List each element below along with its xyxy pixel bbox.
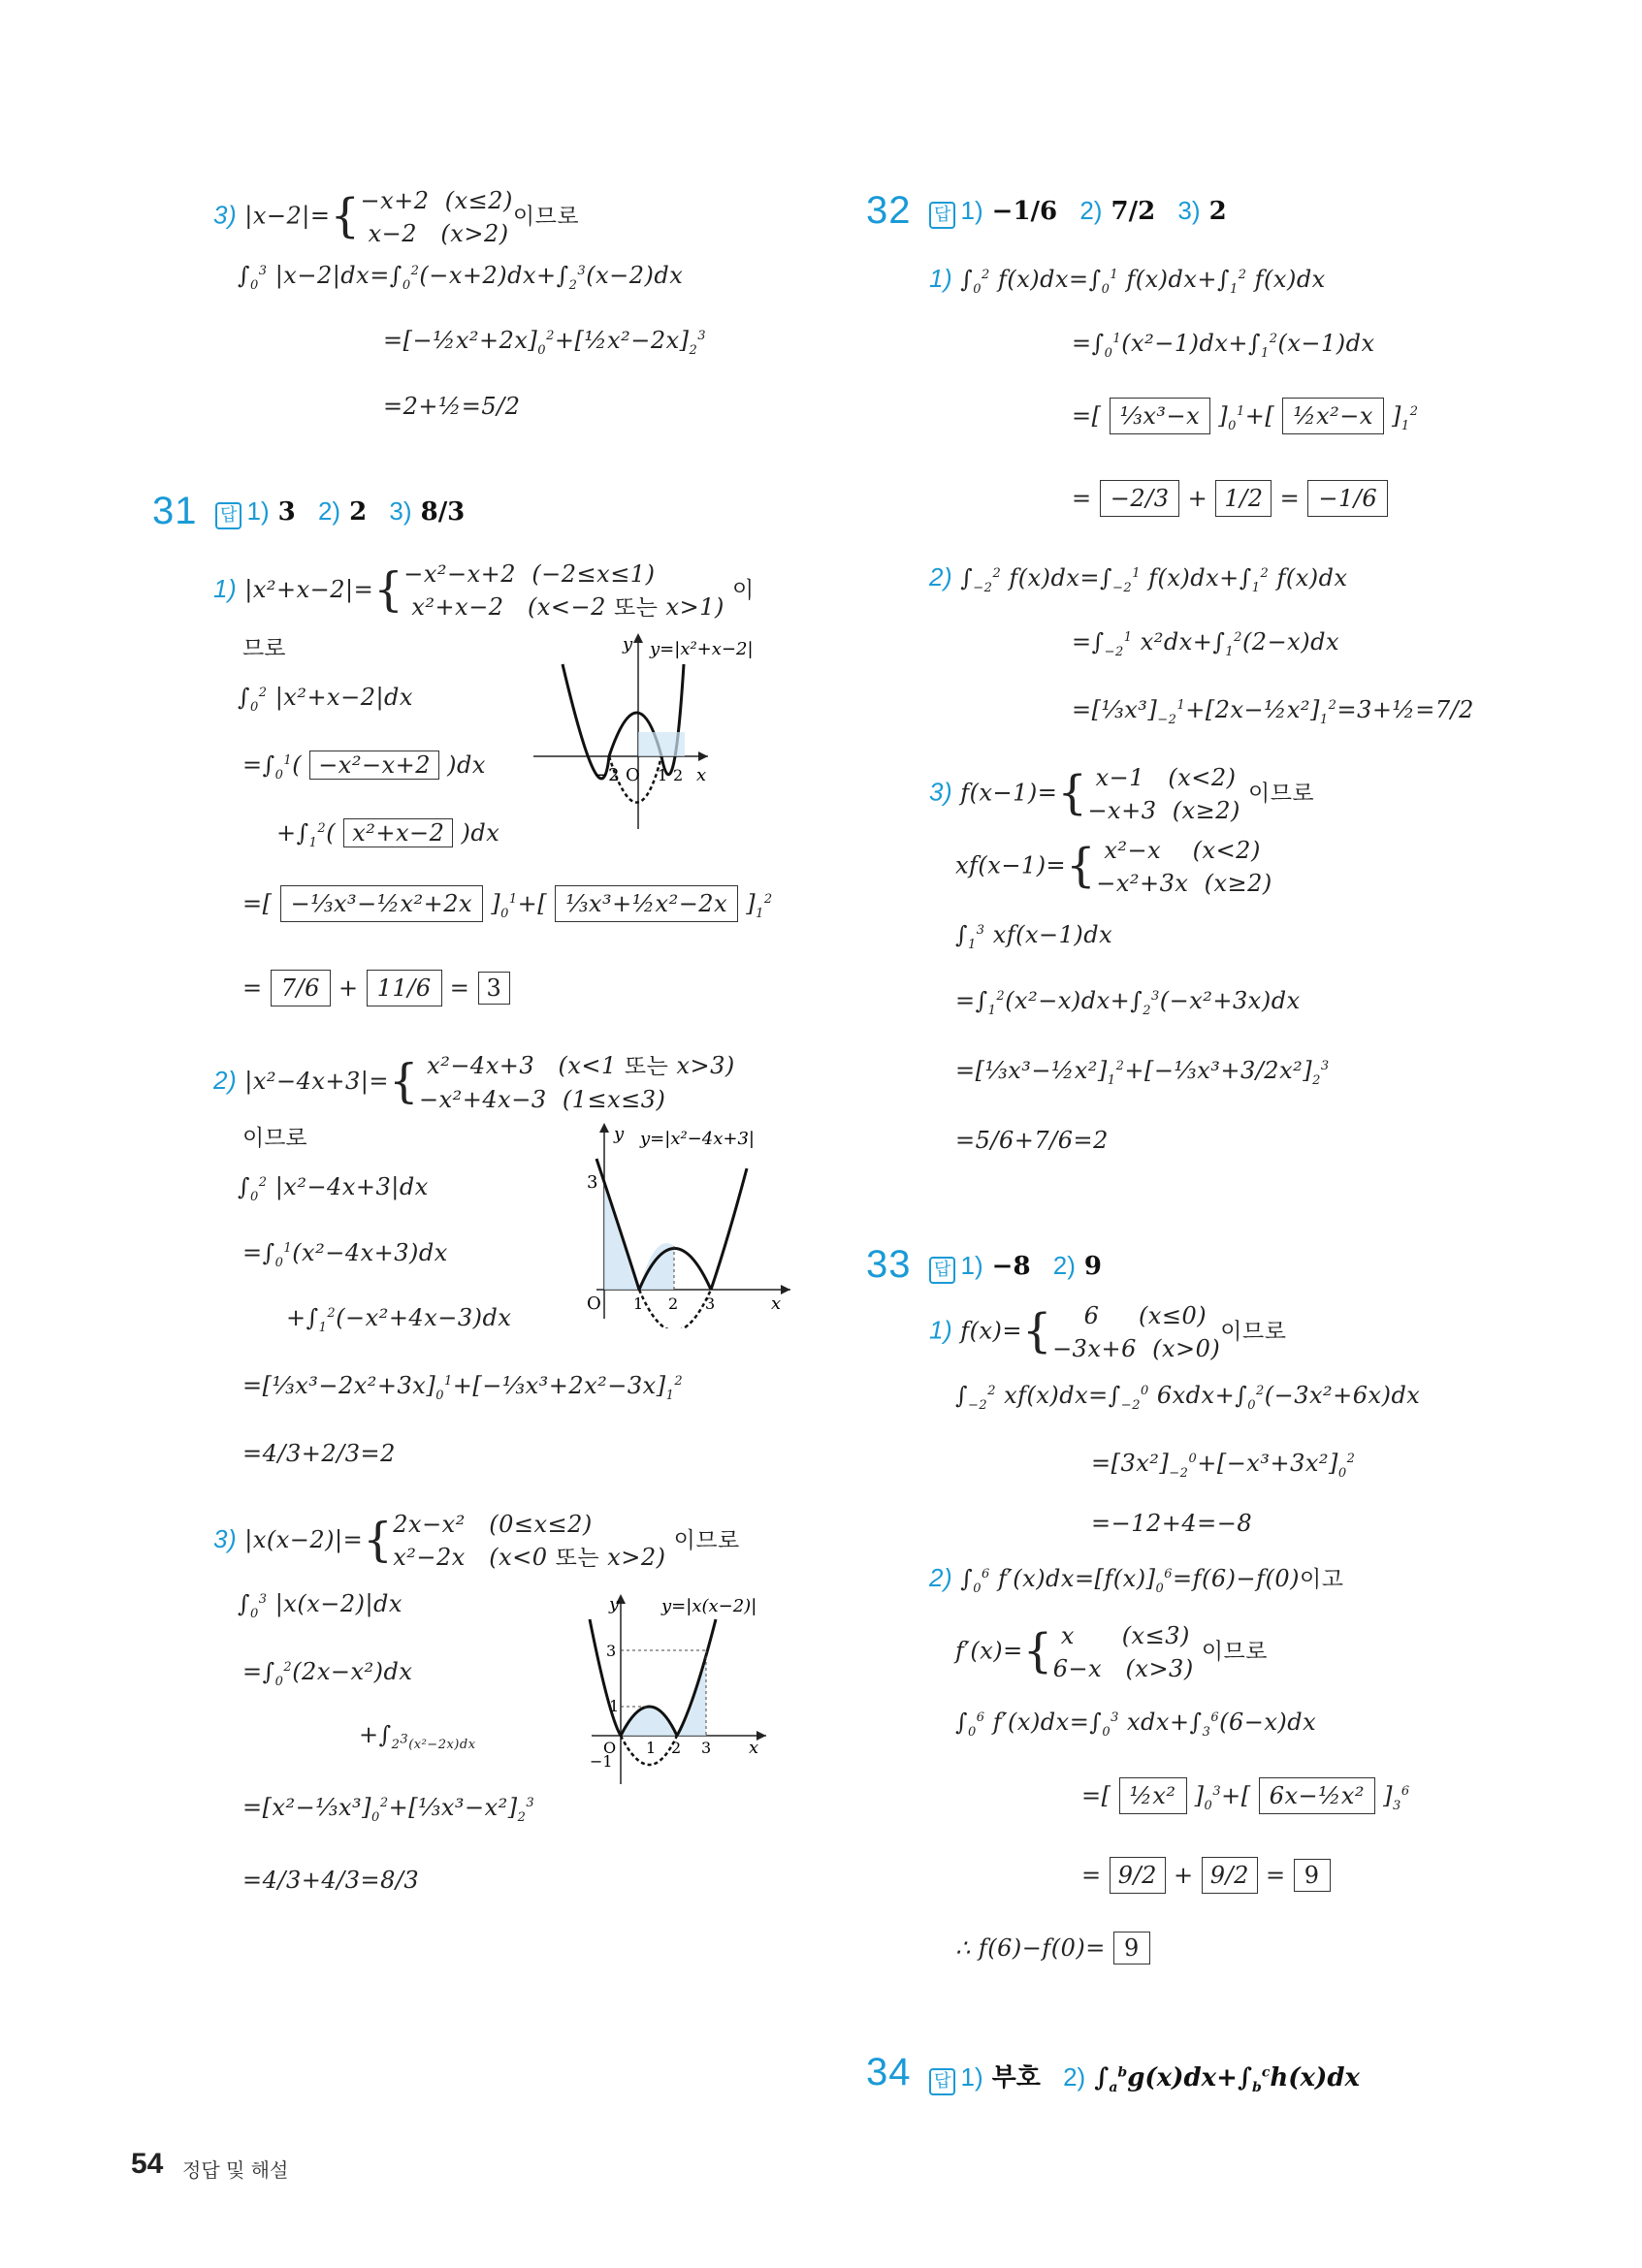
p32-3-line1: 3) f(x−1)={ x−1 (x<2) −x+3 (x≥2) 이므로	[929, 764, 1315, 824]
answer-tag: 답	[929, 2068, 955, 2095]
tick-3: 3	[701, 1739, 712, 1757]
graph-3	[582, 1590, 795, 1794]
problem-34-answer: 답 1) 부호 2) $\int_a^bg(x)dx+\int_b^ch(x)dx$	[929, 2058, 1360, 2095]
tick-origin: O	[603, 1739, 617, 1757]
p30-3-line2: $\int_0^3$ $|x-2|dx=\int_0^2(-x+2)dx+\int_2^3(x-2)dx$	[238, 262, 684, 293]
tick-1-y: 1	[609, 1697, 620, 1715]
tick-1: 1	[646, 1739, 657, 1757]
graph-2	[567, 1115, 829, 1328]
p33-2-line6: ∴ f(6)−f(0)= 9	[955, 1934, 1150, 1962]
answer-tag: 답	[215, 502, 241, 529]
problem-33-answer: 답 1) −8 2) 9	[929, 1251, 1102, 1284]
graph-1-label: y=|x²+x−2|	[650, 639, 754, 659]
p31-2-line6: $=[\frac{1}{3}x^3-2x^2+3x]_0^1+[-\frac{1}{3}x^3+2x^2-3x]_1^2$	[242, 1372, 684, 1403]
p31-3-line1: 3) |x(x−2)|={2x−x² (0≤x≤2) x²−2x (x<0 또는 x>2) 이므로	[213, 1511, 740, 1571]
p33-1-line2: $\int_{-2}^2$ $xf(x)dx=\int_{-2}^0$ $6xdx+\int_0^2(-3x^2+6x)dx$	[955, 1382, 1421, 1413]
p32-1-line4: = −2/3 + 1/2 = −1/6	[1072, 485, 1388, 512]
p31-1-line2: 므로	[242, 636, 286, 661]
p31-2-line7: =4/3+2/3=2	[242, 1440, 396, 1467]
answer-tag: 답	[929, 202, 955, 229]
p33-1-line1: 1) f(x)={ 6 (x≤0) −3x+6 (x>0)이므로	[929, 1302, 1287, 1362]
x-axis-label: x	[696, 765, 707, 785]
answer-tag: 답	[929, 1257, 955, 1284]
p31-3-line3: $=\int_0^2(2x-x^2)dx$	[242, 1658, 413, 1689]
problem-32-number: 32	[866, 189, 912, 232]
tick-1: 1	[658, 766, 668, 784]
p33-2-line1: 2) $\int_0^6$ $f'(x)dx=[f(x)]_0^6=f(6)-f(0)$이고	[929, 1563, 1344, 1596]
p32-3-line4: $=\int_1^2(x^2-x)dx+\int_2^3(-x^2+3x)dx$	[955, 987, 1301, 1018]
tick-3-y: 3	[606, 1642, 617, 1660]
y-axis-label: y	[609, 1594, 620, 1614]
p32-3-line2: xf(x−1)={ x²−x (x<2) −x²+3x (x≥2)	[955, 837, 1272, 897]
p33-1-line4: =−12+4=−8	[1091, 1510, 1253, 1537]
p31-1-line3: $\int_0^2$ |x²+x−2|dx	[238, 684, 413, 715]
p31-3-line4: $+\int_{2^3(x^2-2x)dx}$	[359, 1721, 476, 1752]
p32-2-line1: 2) $\int_{-2}^2$ $f(x)dx=\int_{-2}^1$ $f(x)dx+\int_1^2$ f(x)dx	[929, 562, 1348, 595]
p32-2-line3: $=[\frac{1}{3}x^3]_{-2}^1+[2x-\frac{1}{2}x^2]_1^2=3+\frac{1}{2}=7/2$	[1072, 696, 1474, 727]
p32-3-line6: =5/6+7/6=2	[955, 1127, 1109, 1154]
page-number: 54	[131, 2148, 164, 2180]
y-axis-label: y	[614, 1124, 625, 1144]
problem-34-number: 34	[866, 2051, 912, 2093]
p32-1-line1: 1) $\int_0^2$ $f(x)dx=\int_0^1$ $f(x)dx+\int_1^2$ f(x)dx	[929, 264, 1326, 297]
tick-3-y: 3	[587, 1172, 598, 1193]
tick-minus2: −2	[594, 765, 620, 785]
p31-1-line5: $+\int_1^2$( x²+x−2 )dx	[276, 819, 500, 850]
tick-2: 2	[673, 766, 684, 784]
y-axis-label: y	[623, 634, 633, 655]
p30-3-line4: =2+½=5/2	[383, 393, 521, 420]
p31-2-line1: 2) |x²−4x+3|={ x²−4x+3 (x<1 또는 x>3) −x²+4x−3 (1≤x≤3)	[213, 1052, 735, 1113]
p31-3-line6: =4/3+4/3=8/3	[242, 1867, 420, 1894]
tick-2: 2	[671, 1739, 682, 1757]
p33-1-line3: $=[3x^2]_{-2}^0+[-x^3+3x^2]_0^2$	[1091, 1450, 1356, 1481]
tick-origin: O	[626, 765, 640, 785]
p31-2-line4: $=\int_0^1(x^2-4x+3)dx$	[242, 1239, 448, 1270]
tick-2: 2	[668, 1294, 679, 1313]
p32-1-line2: $=\int_0^1(x^2-1)dx+\int_1^2(x-1)dx$	[1072, 330, 1375, 361]
p31-2-line2: 이므로	[242, 1126, 307, 1151]
x-axis-label: x	[771, 1294, 782, 1314]
p31-3-line2: $\int_0^3$ |x(x−2)|dx	[238, 1590, 402, 1621]
p31-1-line4: $=\int_0^1( -x^2-x+2$ )dx	[242, 751, 486, 783]
p31-1-line7: = 7/6 + 11/6 = 3	[242, 974, 510, 1002]
p31-3-line5: $=[x^2-\frac{1}{3}x^3]_0^2+[\frac{1}{3}x^3-x^2]_2^3$	[242, 1794, 535, 1825]
problem-31-answer: 답 1) 3 2) 2 3) 8/3	[215, 496, 465, 529]
x-axis-label: x	[749, 1738, 759, 1758]
p31-1-line1: 1) |x²+x−2|={−x²−x+2 (−2≤x≤1) x²+x−2 (x<−2 또는 x>1) 이	[213, 560, 755, 621]
p31-1-line6: =[ −⅓x³−½x²+2x ]$_0^1+$[ ⅓x³+½x²−2x ]$_1^2$	[242, 890, 773, 921]
p30-3-line3: $=[-\frac{1}{2}x^2+2x]_0^2+[\frac{1}{2}x^2-2x]_2^3$	[383, 327, 707, 358]
p33-2-line2: f′(x)={ x (x≤3) 6−x (x>3) 이므로	[955, 1622, 1268, 1682]
page-footer-title: 정답 및 해설	[182, 2158, 289, 2182]
p32-3-line5: $=[\frac{1}{3}x^3-\frac{1}{2}x^2]_1^2+[-\frac{1}{3}x^3+3/2x^2]_2^3$	[955, 1057, 1330, 1088]
tick-origin: O	[587, 1294, 601, 1314]
p32-2-line2: $=\int_{-2}^1$ $x^2dx+\int_1^2(2-x)dx$	[1072, 628, 1339, 659]
graph-2-label: y=|x²−4x+3|	[640, 1129, 755, 1149]
p31-2-line3: $\int_0^2$ |x²−4x+3|dx	[238, 1173, 429, 1204]
problem-33-number: 33	[866, 1243, 912, 1286]
p30-3-line1: 3) |x−2|={−x+2 (x≤2) x−2 (x>2)이므로	[213, 187, 580, 247]
p33-2-line5: = 9/2 + 9/2 = 9	[1081, 1862, 1331, 1889]
p32-3-line3: $\int_1^3$ xf(x−1)dx	[955, 921, 1113, 952]
graph-3-label: y=|x(x−2)|	[661, 1596, 757, 1616]
tick-1: 1	[633, 1294, 644, 1313]
tick-minus1-y: −1	[590, 1752, 613, 1771]
p33-2-line3: $\int_0^6$ $f'(x)dx=\int_0^3$ $xdx+\int_3^6(6-x)dx$	[955, 1709, 1317, 1740]
p32-1-line3: =[ ⅓x³−x ]$_0^1+$[ ½x²−x ]$_1^2$	[1072, 402, 1418, 433]
p31-2-line5: $+\int_1^2(-x^2+4x-3)dx$	[286, 1304, 512, 1335]
tick-3: 3	[705, 1294, 716, 1313]
problem-31-number: 31	[152, 490, 198, 532]
p33-2-line4: =[ ½x² ]$_0^3+$[ 6x−½x² ]$_3^6$	[1081, 1782, 1410, 1813]
graph-1	[533, 625, 795, 829]
problem-32-answer: 답 1) −1/6 2) 7/2 3) 2	[929, 196, 1227, 229]
